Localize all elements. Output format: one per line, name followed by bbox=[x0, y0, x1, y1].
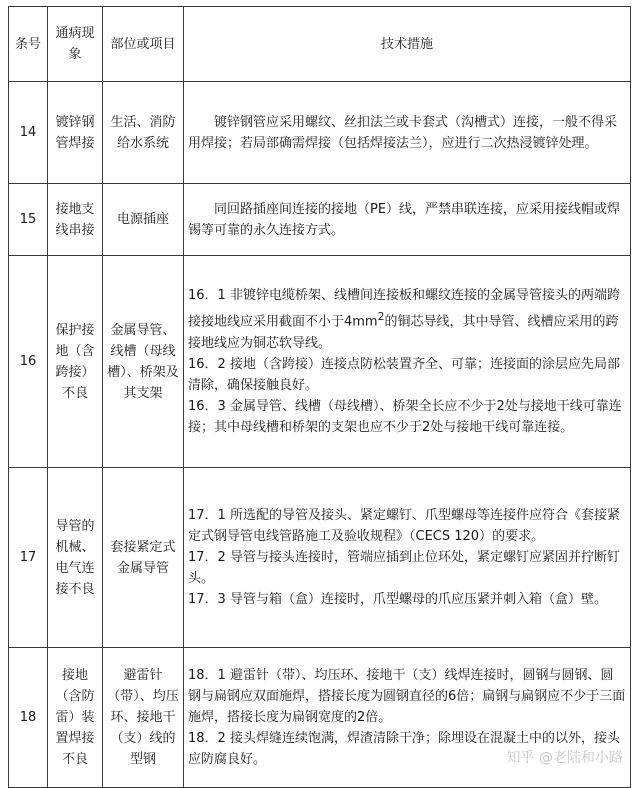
row-issue: 接地（含防雷）装置焊接不良 bbox=[48, 648, 103, 788]
row-measure bbox=[184, 256, 631, 468]
row-number: 14 bbox=[9, 82, 48, 184]
row-issue: 镀锌钢管焊接 bbox=[48, 82, 103, 184]
row-issue: 保护接地（含跨接）不良 bbox=[48, 256, 103, 468]
watermark: 知乎 @老陆和小路 bbox=[506, 750, 623, 766]
measure-paragraph: 17．3 导管与箱（盒）连接时，爪型螺母的爪应压紧并刺入箱（盒）壁。 bbox=[188, 592, 607, 607]
table-row bbox=[9, 82, 631, 184]
row-issue: 导管的机械、电气连接不良 bbox=[48, 468, 103, 648]
row-part: 避雷针（带）、均压环、接地干（支）线的型钢 bbox=[103, 648, 184, 788]
row-measure bbox=[184, 468, 631, 648]
superscript: 2 bbox=[377, 310, 385, 324]
row-measure bbox=[184, 82, 631, 184]
measure-paragraph: 17．2 导管与接头连接时，管端应插到止位环处，紧定螺钉应紧固并拧断钉头。 bbox=[188, 550, 620, 586]
row-number: 17 bbox=[9, 468, 48, 648]
measures-table bbox=[8, 6, 631, 788]
row-measure bbox=[184, 184, 631, 256]
measure-text: 16．1 非镀锌电缆桥架、线槽间连接板和螺纹连接的金属导管接头的两端跨接接地线应采用截面不小于4mm bbox=[188, 288, 620, 330]
header-measure: 技术措施 bbox=[184, 7, 631, 82]
row-part: 金属导管、线槽（母线槽）、桥架及其支架 bbox=[103, 256, 184, 468]
header-row bbox=[9, 7, 631, 82]
measure-paragraph: 同回路插座间连接的接地（PE）线，严禁串联连接，应采用接线帽或焊锡等可靠的永久连接方式。 bbox=[188, 201, 621, 238]
row-number: 15 bbox=[9, 184, 48, 256]
measure-paragraph: 17．1 所选配的导管及接头、紧定螺钉、爪型螺母等连接件应符合《套接紧定式钢导管电线管路施工及验收规程》（CECS 120）的要求。 bbox=[188, 508, 620, 544]
measure-paragraph: 18．2 接头焊缝连续饱满，焊渣清除干净；除埋设在混凝土中的以外，接头应防腐良好。 bbox=[188, 731, 620, 767]
measure-paragraph: 16．2 接地（含跨接）连接点防松装置齐全、可靠；连接面的涂层应先局部清除，确保接触良好。 bbox=[188, 356, 620, 393]
measure-paragraph bbox=[188, 285, 626, 353]
measure-paragraph: 镀锌钢管应采用螺纹、丝扣法兰或卡套式（沟槽式）连接，一般不得采用焊接；若局部确需焊接（包括焊接法兰），应进行二次热浸镀锌处理。 bbox=[188, 114, 618, 151]
row-number: 16 bbox=[9, 256, 48, 468]
header-issue: 通病现象 bbox=[48, 7, 103, 82]
row-number: 18 bbox=[9, 648, 48, 788]
header-part: 部位或项目 bbox=[103, 7, 184, 82]
table-row bbox=[9, 184, 631, 256]
measure-paragraph: 18．1 避雷针（带）、均压环、接地干（支）线焊连接时，圆钢与圆钢、圆钢与扁钢应双面施焊，搭接长度为圆钢直径的6倍；扁钢与扁钢应不少于三面施焊，搭接长度为扁钢宽度的2倍。 bbox=[188, 668, 626, 725]
row-issue: 接地支线串接 bbox=[48, 184, 103, 256]
table-row bbox=[9, 468, 631, 648]
row-part: 生活、消防给水系统 bbox=[103, 82, 184, 184]
header-num: 条号 bbox=[9, 7, 48, 82]
measure-paragraph: 16．3 金属导管、线槽（母线槽）、桥架全长应不少于2处与接地干线可靠连接；其中母线槽和桥架的支架也应不少于2处与接地干线可靠连接。 bbox=[188, 398, 622, 435]
row-part: 套接紧定式金属导管 bbox=[103, 468, 184, 648]
table-row bbox=[9, 256, 631, 468]
measure-text: 的铜芯导线，其中导管、线槽应采用的跨接地线应为铜芯软导线。 bbox=[188, 314, 619, 351]
row-part: 电源插座 bbox=[103, 184, 184, 256]
